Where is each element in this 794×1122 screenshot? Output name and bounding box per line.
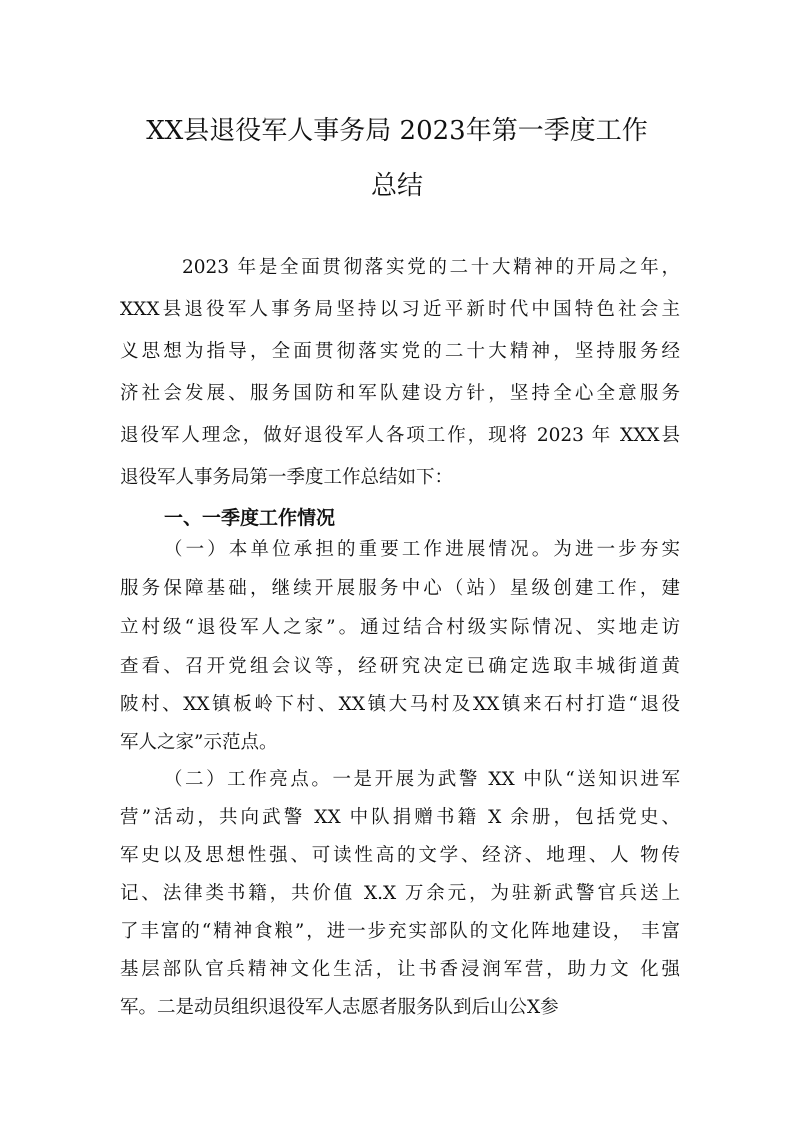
subsection2-line: 基层部队官兵精神文化生活，让书香浸润军营，助力文 化强: [120, 959, 680, 980]
subsection2-line: 了丰富的“精神食粮”，进一步充实部队的文化阵地建设， 丰富: [120, 921, 680, 942]
subsection1-line: 服务保障基础，继续开展服务中心（站）星级创建工作，建: [120, 578, 680, 599]
document-title-line1: XX县退役军人事务局 2023年第一季度工作: [146, 116, 648, 146]
subsection2-line: 记、法律类书籍，共价值 X.X 万余元，为驻新武警官兵送上: [120, 883, 680, 904]
intro-line: XXX县退役军人事务局坚持以习近平新时代中国特色社会主: [120, 299, 680, 320]
subsection1-line: 查看、召开党组会议等，经研究决定已确定选取丰城街道黄: [120, 656, 680, 677]
subsection1-line: 立村级“退役军人之家”。通过结合村级实际情况、实地走访: [120, 617, 680, 638]
section-heading: 一、一季度工作情况: [164, 507, 336, 529]
subsection2-line: （二）工作亮点。一是开展为武警 XX 中队“送知识进军: [164, 769, 680, 790]
subsection1-line: 军人之家”示范点。: [120, 732, 278, 753]
subsection2-line: 军。二是动员组织退役军人志愿者服务队到后山公X参: [120, 997, 559, 1018]
document-title-line2: 总结: [370, 171, 423, 201]
intro-line: 2023 年是全面贯彻落实党的二十大精神的开局之年，: [182, 257, 680, 278]
subsection2-line: 军史以及思想性强、可读性高的文学、经济、地理、人 物传: [120, 845, 680, 866]
subsection2-line: 营”活动，共向武警 XX 中队捐赠书籍 X 余册，包括党史、: [120, 807, 680, 828]
intro-line: 义思想为指导，全面贯彻落实党的二十大精神，坚持服务经: [120, 341, 680, 362]
subsection1-line: （一）本单位承担的重要工作进展情况。为进一步夯实: [164, 539, 680, 560]
intro-line: 退役军人事务局第一季度工作总结如下：: [120, 467, 454, 488]
subsection1-line: 陂村、XX镇板岭下村、XX镇大马村及XX镇来石村打造“退役: [120, 694, 680, 715]
intro-line: 退役军人理念，做好退役军人各项工作，现将 2023 年 XXX县: [120, 425, 680, 446]
intro-line: 济社会发展、服务国防和军队建设方针，坚持全心全意服务: [120, 383, 680, 404]
